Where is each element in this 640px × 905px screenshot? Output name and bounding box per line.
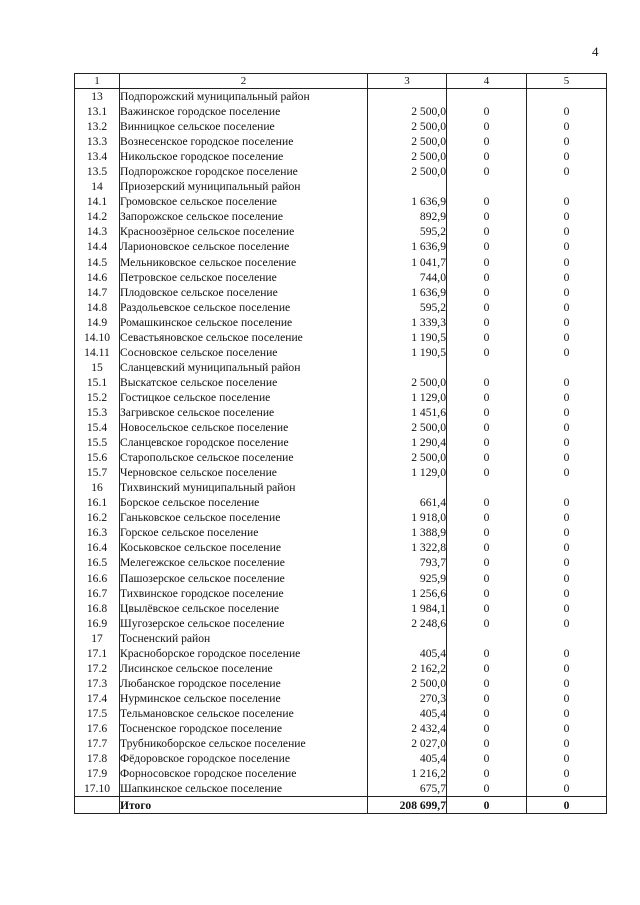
row-col-5 <box>527 480 607 495</box>
row-name: Никольское городское поселение <box>120 149 368 164</box>
row-number: 15.7 <box>75 465 120 480</box>
row-name: Борское сельское поселение <box>120 495 368 510</box>
row-number: 15 <box>75 360 120 375</box>
row-name: Любанское городское поселение <box>120 676 368 691</box>
row-col-5: 0 <box>527 495 607 510</box>
row-col-4: 0 <box>447 119 527 134</box>
row-col-4: 0 <box>447 149 527 164</box>
row-name: Вознесенское городское поселение <box>120 134 368 149</box>
row-col-5: 0 <box>527 586 607 601</box>
row-name: Ганьковское сельское поселение <box>120 510 368 525</box>
row-col-4 <box>447 480 527 495</box>
table-header-row <box>75 74 607 89</box>
row-amount: 1 451,6 <box>368 405 447 420</box>
row-col-5: 0 <box>527 781 607 797</box>
row-col-4: 0 <box>447 555 527 570</box>
row-name: Лисинское сельское поселение <box>120 661 368 676</box>
row-number: 16.8 <box>75 601 120 616</box>
row-number: 14.1 <box>75 194 120 209</box>
row-col-4: 0 <box>447 270 527 285</box>
table-row <box>75 315 607 330</box>
row-number: 17.3 <box>75 676 120 691</box>
row-name: Шугозерское сельское поселение <box>120 616 368 631</box>
row-name: Новосельское сельское поселение <box>120 420 368 435</box>
row-col-5: 0 <box>527 119 607 134</box>
row-amount: 1 129,0 <box>368 390 447 405</box>
row-number: 14.5 <box>75 255 120 270</box>
table-row <box>75 224 607 239</box>
table-row <box>75 781 607 797</box>
row-col-5: 0 <box>527 405 607 420</box>
row-col-4: 0 <box>447 300 527 315</box>
row-col-5: 0 <box>527 571 607 586</box>
row-col-5: 0 <box>527 465 607 480</box>
row-number: 13 <box>75 89 120 105</box>
row-name: Тихвинский муниципальный район <box>120 480 368 495</box>
row-amount: 405,4 <box>368 751 447 766</box>
row-col-4: 0 <box>447 766 527 781</box>
table-row <box>75 179 607 194</box>
row-name: Раздольевское сельское поселение <box>120 300 368 315</box>
table-row <box>75 134 607 149</box>
row-number: 16.2 <box>75 510 120 525</box>
row-col-5: 0 <box>527 646 607 661</box>
row-number: 16.3 <box>75 525 120 540</box>
row-col-4: 0 <box>447 601 527 616</box>
row-number: 14.9 <box>75 315 120 330</box>
row-amount: 925,9 <box>368 571 447 586</box>
table-row <box>75 390 607 405</box>
row-col-5: 0 <box>527 420 607 435</box>
row-amount: 1 041,7 <box>368 255 447 270</box>
row-col-5: 0 <box>527 209 607 224</box>
row-col-4: 0 <box>447 495 527 510</box>
row-name: Тельмановское сельское поселение <box>120 706 368 721</box>
row-col-5: 0 <box>527 616 607 631</box>
row-name: Гостицкое сельское поселение <box>120 390 368 405</box>
row-col-5: 0 <box>527 104 607 119</box>
total-label: Итого <box>120 797 368 814</box>
row-amount: 675,7 <box>368 781 447 797</box>
row-col-4: 0 <box>447 194 527 209</box>
row-number: 16.4 <box>75 540 120 555</box>
header-col-5: 5 <box>527 74 607 89</box>
row-name: Выскатское сельское поселение <box>120 375 368 390</box>
row-number: 13.5 <box>75 164 120 179</box>
row-col-5 <box>527 179 607 194</box>
row-number: 14.4 <box>75 239 120 254</box>
row-amount: 2 500,0 <box>368 119 447 134</box>
row-col-4: 0 <box>447 255 527 270</box>
row-name: Трубникоборское сельское поселение <box>120 736 368 751</box>
row-amount: 2 248,6 <box>368 616 447 631</box>
row-amount: 2 432,4 <box>368 721 447 736</box>
row-col-5: 0 <box>527 270 607 285</box>
row-col-4: 0 <box>447 104 527 119</box>
row-name: Запорожское сельское поселение <box>120 209 368 224</box>
row-name: Тосненское городское поселение <box>120 721 368 736</box>
row-number: 16.1 <box>75 495 120 510</box>
row-col-4: 0 <box>447 465 527 480</box>
table-row <box>75 676 607 691</box>
table-row <box>75 104 607 119</box>
row-name: Ромашкинское сельское поселение <box>120 315 368 330</box>
header-col-4: 4 <box>447 74 527 89</box>
row-col-5: 0 <box>527 706 607 721</box>
table-row <box>75 285 607 300</box>
table-row <box>75 495 607 510</box>
row-amount: 2 027,0 <box>368 736 447 751</box>
row-col-4: 0 <box>447 571 527 586</box>
row-number: 14.8 <box>75 300 120 315</box>
row-amount: 1 918,0 <box>368 510 447 525</box>
table-row <box>75 540 607 555</box>
row-name: Горское сельское поселение <box>120 525 368 540</box>
table-row <box>75 239 607 254</box>
row-name: Тосненский район <box>120 631 368 646</box>
row-number: 16.6 <box>75 571 120 586</box>
row-name: Старопольское сельское поселение <box>120 450 368 465</box>
table-row <box>75 555 607 570</box>
row-name: Важинское городское поселение <box>120 104 368 119</box>
row-col-5 <box>527 360 607 375</box>
row-amount: 1 984,1 <box>368 601 447 616</box>
row-name: Нурминское сельское поселение <box>120 691 368 706</box>
table-row <box>75 721 607 736</box>
row-name: Севастьяновское сельское поселение <box>120 330 368 345</box>
table-row <box>75 510 607 525</box>
row-number: 17.2 <box>75 661 120 676</box>
row-name: Подпорожское городское поселение <box>120 164 368 179</box>
row-number: 15.3 <box>75 405 120 420</box>
header-col-1: 1 <box>75 74 120 89</box>
row-name: Цвылёвское сельское поселение <box>120 601 368 616</box>
row-amount: 1 388,9 <box>368 525 447 540</box>
row-col-4: 0 <box>447 781 527 797</box>
table-row <box>75 164 607 179</box>
header-col-3: 3 <box>368 74 447 89</box>
row-name: Приозерский муниципальный район <box>120 179 368 194</box>
table-row <box>75 300 607 315</box>
row-name: Сосновское сельское поселение <box>120 345 368 360</box>
row-amount: 595,2 <box>368 224 447 239</box>
row-number: 14 <box>75 179 120 194</box>
row-number: 17.10 <box>75 781 120 797</box>
row-col-5: 0 <box>527 525 607 540</box>
table-row <box>75 616 607 631</box>
total-row <box>75 797 607 814</box>
table-row <box>75 661 607 676</box>
row-col-4: 0 <box>447 315 527 330</box>
row-col-4: 0 <box>447 390 527 405</box>
table-row <box>75 646 607 661</box>
row-col-4: 0 <box>447 330 527 345</box>
row-col-4: 0 <box>447 676 527 691</box>
row-col-4: 0 <box>447 375 527 390</box>
table-row <box>75 360 607 375</box>
row-col-5: 0 <box>527 224 607 239</box>
row-col-4: 0 <box>447 661 527 676</box>
row-col-5 <box>527 89 607 105</box>
row-number: 13.1 <box>75 104 120 119</box>
table-row <box>75 149 607 164</box>
table-row <box>75 736 607 751</box>
row-number: 14.11 <box>75 345 120 360</box>
row-amount: 744,0 <box>368 270 447 285</box>
row-name: Черновское сельское поселение <box>120 465 368 480</box>
row-col-5: 0 <box>527 736 607 751</box>
table-row <box>75 766 607 781</box>
row-number: 17.9 <box>75 766 120 781</box>
table-row <box>75 586 607 601</box>
row-name: Фёдоровское городское поселение <box>120 751 368 766</box>
row-col-5: 0 <box>527 330 607 345</box>
row-col-4: 0 <box>447 706 527 721</box>
row-amount <box>368 89 447 105</box>
row-amount <box>368 631 447 646</box>
page-number: 4 <box>592 44 599 59</box>
row-col-5: 0 <box>527 134 607 149</box>
row-number: 17.4 <box>75 691 120 706</box>
row-amount: 2 500,0 <box>368 104 447 119</box>
row-number: 17.7 <box>75 736 120 751</box>
row-col-4 <box>447 179 527 194</box>
row-amount: 2 500,0 <box>368 164 447 179</box>
row-col-5: 0 <box>527 285 607 300</box>
row-col-4: 0 <box>447 224 527 239</box>
row-col-4: 0 <box>447 616 527 631</box>
row-amount: 2 500,0 <box>368 375 447 390</box>
table-row <box>75 706 607 721</box>
table-row <box>75 345 607 360</box>
row-col-4: 0 <box>447 586 527 601</box>
row-col-5: 0 <box>527 661 607 676</box>
row-col-5: 0 <box>527 149 607 164</box>
row-col-5: 0 <box>527 375 607 390</box>
row-col-4: 0 <box>447 435 527 450</box>
table-body <box>75 89 607 797</box>
row-col-4: 0 <box>447 450 527 465</box>
row-col-5: 0 <box>527 721 607 736</box>
row-number: 13.3 <box>75 134 120 149</box>
row-col-5: 0 <box>527 194 607 209</box>
row-amount: 595,2 <box>368 300 447 315</box>
row-name: Сланцевский муниципальный район <box>120 360 368 375</box>
table-row <box>75 194 607 209</box>
table-row <box>75 480 607 495</box>
table-row <box>75 209 607 224</box>
row-name: Петровское сельское поселение <box>120 270 368 285</box>
row-col-4: 0 <box>447 405 527 420</box>
row-col-4: 0 <box>447 525 527 540</box>
row-col-5: 0 <box>527 450 607 465</box>
row-amount <box>368 179 447 194</box>
total-col-4: 0 <box>447 797 527 814</box>
row-col-5: 0 <box>527 435 607 450</box>
row-amount: 1 636,9 <box>368 194 447 209</box>
table-row <box>75 435 607 450</box>
row-col-5: 0 <box>527 540 607 555</box>
table-row <box>75 601 607 616</box>
row-col-4: 0 <box>447 721 527 736</box>
row-col-5: 0 <box>527 601 607 616</box>
table-row <box>75 571 607 586</box>
row-number: 15.1 <box>75 375 120 390</box>
row-col-4: 0 <box>447 736 527 751</box>
row-amount: 1 322,8 <box>368 540 447 555</box>
row-name: Винницкое сельское поселение <box>120 119 368 134</box>
row-amount: 2 500,0 <box>368 676 447 691</box>
row-col-5 <box>527 631 607 646</box>
table-row <box>75 525 607 540</box>
row-name: Коськовское сельское поселение <box>120 540 368 555</box>
row-amount: 270,3 <box>368 691 447 706</box>
table-row <box>75 89 607 105</box>
row-number: 14.6 <box>75 270 120 285</box>
row-name: Красноозёрное сельское поселение <box>120 224 368 239</box>
row-col-4: 0 <box>447 751 527 766</box>
row-name: Красноборское городское поселение <box>120 646 368 661</box>
row-col-4: 0 <box>447 691 527 706</box>
row-number: 15.4 <box>75 420 120 435</box>
row-col-5: 0 <box>527 766 607 781</box>
row-name: Загривское сельское поселение <box>120 405 368 420</box>
row-col-5: 0 <box>527 255 607 270</box>
row-col-4 <box>447 631 527 646</box>
table-row <box>75 450 607 465</box>
row-name: Ларионовское сельское поселение <box>120 239 368 254</box>
row-name: Плодовское сельское поселение <box>120 285 368 300</box>
row-amount: 1 256,6 <box>368 586 447 601</box>
row-number: 14.10 <box>75 330 120 345</box>
row-col-5: 0 <box>527 345 607 360</box>
row-col-5: 0 <box>527 300 607 315</box>
row-col-4: 0 <box>447 540 527 555</box>
row-number: 14.2 <box>75 209 120 224</box>
total-amount: 208 699,7 <box>368 797 447 814</box>
header-col-2: 2 <box>120 74 368 89</box>
table-row <box>75 270 607 285</box>
row-col-4: 0 <box>447 510 527 525</box>
row-amount: 2 500,0 <box>368 134 447 149</box>
row-col-4 <box>447 89 527 105</box>
row-number: 15.2 <box>75 390 120 405</box>
row-number: 17.5 <box>75 706 120 721</box>
row-number: 14.7 <box>75 285 120 300</box>
row-amount: 793,7 <box>368 555 447 570</box>
total-col-5: 0 <box>527 797 607 814</box>
row-name: Подпорожский муниципальный район <box>120 89 368 105</box>
row-amount: 1 636,9 <box>368 285 447 300</box>
row-number: 17.1 <box>75 646 120 661</box>
row-amount: 2 500,0 <box>368 450 447 465</box>
row-amount: 1 190,5 <box>368 330 447 345</box>
row-col-4: 0 <box>447 164 527 179</box>
table-row <box>75 255 607 270</box>
row-amount: 1 636,9 <box>368 239 447 254</box>
table-row <box>75 119 607 134</box>
row-number: 17.6 <box>75 721 120 736</box>
row-amount: 2 500,0 <box>368 420 447 435</box>
table-row <box>75 405 607 420</box>
row-col-4: 0 <box>447 134 527 149</box>
row-amount: 1 129,0 <box>368 465 447 480</box>
row-number: 17 <box>75 631 120 646</box>
row-number: 16.5 <box>75 555 120 570</box>
row-amount: 405,4 <box>368 706 447 721</box>
table-row <box>75 420 607 435</box>
row-number: 16.9 <box>75 616 120 631</box>
row-number: 13.2 <box>75 119 120 134</box>
row-amount: 661,4 <box>368 495 447 510</box>
row-col-5: 0 <box>527 315 607 330</box>
row-col-4: 0 <box>447 646 527 661</box>
row-amount: 1 190,5 <box>368 345 447 360</box>
row-col-5: 0 <box>527 164 607 179</box>
row-col-5: 0 <box>527 390 607 405</box>
table-row <box>75 465 607 480</box>
row-name: Тихвинское городское поселение <box>120 586 368 601</box>
row-number: 16.7 <box>75 586 120 601</box>
row-amount: 405,4 <box>368 646 447 661</box>
row-col-4: 0 <box>447 209 527 224</box>
row-col-4: 0 <box>447 345 527 360</box>
row-amount <box>368 480 447 495</box>
row-number: 16 <box>75 480 120 495</box>
row-number: 15.5 <box>75 435 120 450</box>
row-number: 13.4 <box>75 149 120 164</box>
row-number: 14.3 <box>75 224 120 239</box>
table-row <box>75 375 607 390</box>
row-col-4 <box>447 360 527 375</box>
row-col-4: 0 <box>447 285 527 300</box>
table-row <box>75 330 607 345</box>
row-amount: 892,9 <box>368 209 447 224</box>
table-row <box>75 751 607 766</box>
table-row <box>75 691 607 706</box>
row-name: Пашозерское сельское поселение <box>120 571 368 586</box>
row-name: Сланцевское городское поселение <box>120 435 368 450</box>
total-number <box>75 797 120 814</box>
row-number: 17.8 <box>75 751 120 766</box>
row-col-5: 0 <box>527 676 607 691</box>
row-amount: 2 162,2 <box>368 661 447 676</box>
row-col-5: 0 <box>527 510 607 525</box>
row-amount: 1 216,2 <box>368 766 447 781</box>
row-col-5: 0 <box>527 691 607 706</box>
row-number: 15.6 <box>75 450 120 465</box>
row-col-5: 0 <box>527 751 607 766</box>
row-col-5: 0 <box>527 239 607 254</box>
row-amount: 1 290,4 <box>368 435 447 450</box>
row-col-4: 0 <box>447 239 527 254</box>
row-name: Форносовское городское поселение <box>120 766 368 781</box>
row-amount: 1 339,3 <box>368 315 447 330</box>
row-name: Мельниковское сельское поселение <box>120 255 368 270</box>
row-name: Мелегежское сельское поселение <box>120 555 368 570</box>
row-name: Шапкинское сельское поселение <box>120 781 368 797</box>
row-name: Громовское сельское поселение <box>120 194 368 209</box>
allocation-table <box>74 73 607 814</box>
row-col-4: 0 <box>447 420 527 435</box>
row-amount: 2 500,0 <box>368 149 447 164</box>
row-col-5: 0 <box>527 555 607 570</box>
row-amount <box>368 360 447 375</box>
table-row <box>75 631 607 646</box>
